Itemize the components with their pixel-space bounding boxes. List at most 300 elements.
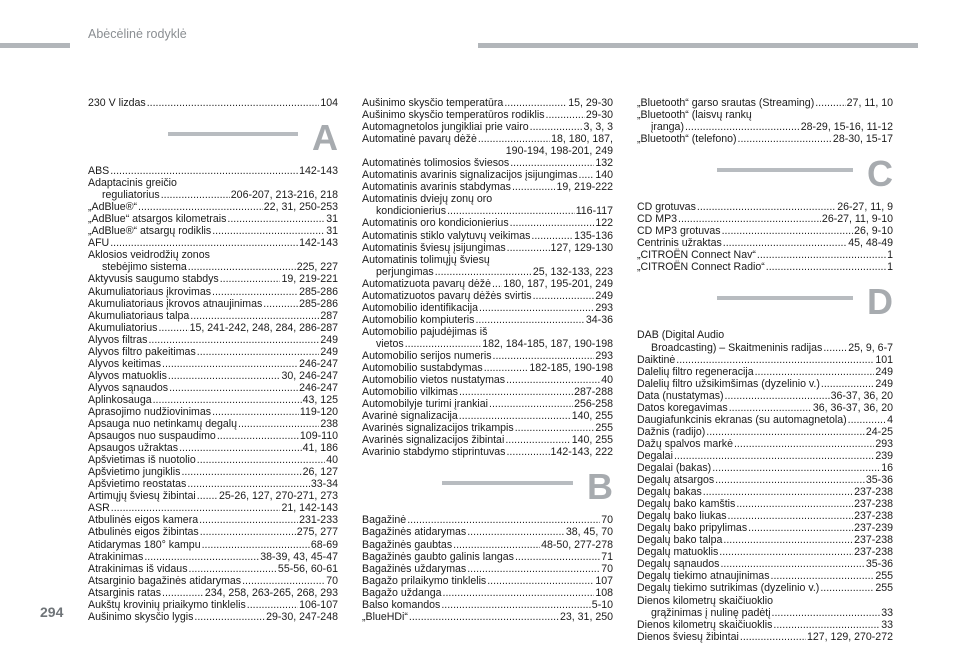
index-entry [362, 242, 613, 254]
index-term: CD MP3 [637, 213, 678, 226]
index-term: „AdBlue®“ atsargų rodiklis [88, 225, 212, 238]
index-term: Apsauga nuo netinkamų degalų [88, 418, 238, 431]
index-entry [88, 502, 338, 514]
index-term: Automobilio identifikacija [362, 301, 479, 314]
dot-leader [515, 551, 600, 563]
dot-leader [697, 201, 836, 213]
dot-leader [487, 575, 594, 587]
index-term: Automatinės tolimosios šviesos [362, 157, 510, 170]
index-term: Automatinis tolimųjų šviesų [362, 253, 490, 266]
page-reference: 31 [326, 225, 338, 238]
dot-leader [435, 266, 532, 278]
index-entry [362, 434, 613, 446]
dot-leader [719, 546, 853, 558]
dot-leader [197, 346, 320, 358]
dot-leader [820, 582, 874, 594]
index-term: Dažų spalvos markė [637, 437, 733, 450]
index-term: Apsaugos užraktas [88, 442, 179, 455]
section-letter: C [867, 153, 893, 195]
index-entry [637, 474, 893, 486]
dot-leader [703, 486, 853, 498]
index-term: Degalų atsargos [637, 474, 715, 487]
page-reference: 107 [595, 574, 613, 587]
index-term: Atsarginio bagažinės atidarymas [88, 574, 242, 587]
index-entry [88, 298, 338, 310]
dot-leader [674, 450, 874, 462]
page-reference: 71 [601, 550, 613, 563]
index-entry [88, 526, 338, 538]
index-term: įranga) [651, 121, 684, 134]
page-reference: 25-26, 127, 270-271, 273 [219, 490, 338, 503]
dot-leader [530, 121, 583, 133]
dot-leader [771, 570, 875, 582]
page-reference: 140, 255 [571, 434, 613, 447]
index-entry [362, 205, 613, 217]
dot-leader [189, 563, 277, 575]
index-term: Dienos šviesų žibintai [637, 630, 739, 643]
index-term: Alyvos sąnaudos [88, 381, 169, 394]
index-entry [362, 314, 613, 326]
index-entry [637, 546, 893, 558]
dot-leader [459, 410, 571, 422]
index-entry-heading [637, 595, 893, 607]
index-term: Degalai (bakas) [637, 461, 712, 474]
index-entry [637, 619, 893, 631]
index-term: Daugiafunkcinis ekranas (su automagnetola) [637, 413, 847, 426]
dot-leader [815, 97, 845, 109]
index-entry [88, 237, 338, 249]
index-entry [88, 382, 338, 394]
index-entry [362, 266, 613, 278]
index-entry-heading [88, 177, 338, 189]
page-reference: 40 [601, 374, 613, 387]
section-divider [717, 296, 853, 300]
index-entry [637, 498, 893, 510]
dot-leader [467, 526, 565, 538]
page-reference: 140 [595, 169, 613, 182]
dot-leader [505, 434, 570, 446]
index-term: reguliatorius [102, 189, 160, 202]
dot-leader [220, 273, 281, 285]
index-term: ASR [88, 502, 110, 515]
page-reference: 4 [887, 413, 893, 426]
page-reference: 45, 48-49 [848, 237, 893, 250]
index-entry [88, 406, 338, 418]
page-reference: 287-288 [574, 386, 613, 399]
page-reference: 249 [320, 333, 338, 346]
page-reference: 127, 129, 270-272 [806, 630, 893, 643]
page-reference: 249 [875, 365, 893, 378]
page-reference: 246-247 [299, 381, 338, 394]
dot-leader [706, 426, 865, 438]
dot-leader [405, 338, 482, 350]
index-entry [362, 526, 613, 538]
dot-leader [409, 611, 559, 623]
dot-leader [512, 181, 555, 193]
index-term: Degalų tiekimo atnaujinimas [637, 570, 770, 583]
index-entry-continuation: 190-194, 198-201, 249 [505, 145, 613, 158]
page-reference: 41, 186 [302, 442, 338, 455]
index-term: 230 V lizdas [88, 97, 146, 109]
index-term: Alyvos filtro pakeitimas [88, 345, 196, 358]
index-term: Aušinimo skysčio lygis [88, 610, 194, 623]
index-term: grąžinimas į nulinę padėtį [651, 606, 771, 619]
index-term: Automatinis avarinis stabdymas [362, 181, 511, 194]
index-entry [362, 551, 613, 563]
section-letter: A [312, 117, 338, 159]
dot-leader [153, 394, 302, 406]
index-term: Apšvietimas iš nuotolio [88, 454, 196, 467]
index-term: CD MP3 grotuvas [637, 225, 721, 238]
page-reference: 234, 258, 263-265, 268, 293 [204, 586, 338, 599]
index-term: Bagažinė [362, 514, 407, 527]
page-reference: 255 [875, 582, 893, 595]
index-term: „BlueHDi“ [362, 610, 408, 623]
page-reference: 36-37, 36, 20 [830, 389, 893, 402]
page-reference: 28-29, 15-16, 11-12 [800, 121, 893, 134]
section-divider [168, 132, 298, 136]
page-reference: 142-143 [299, 237, 338, 250]
index-term: Atsarginis ratas [88, 586, 162, 599]
dot-leader [138, 201, 263, 213]
dot-leader [441, 599, 590, 611]
section-divider [717, 168, 853, 172]
page-reference: 28-30, 15-17 [832, 133, 893, 146]
page-reference: 22, 31, 250-253 [263, 201, 338, 214]
page-reference: 29-30 [585, 109, 613, 122]
dot-leader [729, 402, 812, 414]
page-reference: 27, 11, 10 [846, 97, 893, 109]
page-reference: 285-286 [299, 297, 338, 310]
index-entry [362, 109, 613, 121]
dot-leader [546, 109, 585, 121]
index-entry [88, 611, 338, 623]
dot-leader [169, 382, 298, 394]
page-reference: 70 [601, 514, 613, 527]
dot-leader [484, 362, 529, 374]
index-entry [88, 563, 338, 575]
dot-leader [162, 587, 204, 599]
index-term: „AdBlue®“ [88, 201, 138, 214]
index-entry [637, 237, 893, 249]
index-term: Dalelių filtro užsikimšimas (dyzelinio v.) [637, 377, 820, 390]
section-letter: B [587, 466, 613, 508]
index-entry [637, 402, 893, 414]
index-term: Degalų tiekimo sutrikimas (dyzelinio v.) [637, 582, 820, 595]
index-entry [362, 386, 613, 398]
index-entry [88, 358, 338, 370]
index-term: vietos [376, 337, 404, 350]
index-entry [637, 97, 893, 109]
dot-leader [848, 414, 886, 426]
dot-leader [179, 442, 302, 454]
index-term: Dienos kilometrų skaičiuoklis [637, 618, 773, 631]
dot-leader [510, 157, 594, 169]
dot-leader [407, 514, 600, 526]
index-entry [637, 534, 893, 546]
index-entry [637, 486, 893, 498]
page-reference: 142-143, 222 [550, 446, 613, 459]
index-entry [362, 611, 613, 623]
page-reference: 33-34 [310, 478, 338, 491]
page-reference: 31 [326, 213, 338, 226]
index-entry [362, 133, 613, 145]
index-entry [88, 225, 338, 237]
index-term: Aušinimo skysčio temperatūros rodiklis [362, 109, 545, 122]
index-term: Atrakinimas iš vidaus [88, 562, 188, 575]
index-term: „Bluetooth“ garso srautas (Streaming) [637, 97, 815, 109]
dot-leader [467, 563, 600, 575]
page-reference: 33 [881, 618, 893, 631]
index-entry-heading [637, 109, 893, 121]
dot-leader [161, 189, 230, 201]
index-entry [88, 370, 338, 382]
dot-leader [773, 619, 880, 631]
index-term: Automobilio pajudėjimas iš [362, 325, 488, 338]
index-term: Atidarymas 180° kampu [88, 538, 201, 551]
index-entry-heading [362, 193, 613, 205]
dot-leader [242, 575, 325, 587]
index-entry [88, 286, 338, 298]
section-divider [442, 481, 573, 485]
page-reference: 135-136 [574, 229, 613, 242]
index-term: Daiktinė [637, 353, 676, 366]
page-reference: 26, 9-10 [854, 225, 893, 238]
dot-leader [712, 462, 880, 474]
page-reference: 293 [595, 349, 613, 362]
index-entry [362, 539, 613, 551]
index-entry [637, 201, 893, 213]
index-entry-heading [362, 254, 613, 266]
index-term: Aklosios veidrodžių zonos [88, 249, 210, 262]
index-entry-heading [88, 249, 338, 261]
section-heading-c [637, 155, 893, 195]
dot-leader [478, 133, 550, 145]
index-term: Automobilio vilkimas [362, 386, 458, 399]
index-column-3 [637, 97, 893, 643]
index-entry [637, 249, 893, 261]
index-entry [362, 338, 613, 350]
index-entry [88, 334, 338, 346]
page-reference: 119-120 [299, 405, 338, 418]
index-entry [362, 169, 613, 181]
page-reference: 16 [881, 461, 893, 474]
index-term: Dalelių filtro regeneracija [637, 365, 754, 378]
index-term: Apšvietimo jungiklis [88, 466, 181, 479]
dot-leader [162, 358, 298, 370]
dot-leader [493, 350, 595, 362]
index-term: Avarinė signalizacija [362, 410, 458, 423]
dot-leader [507, 242, 550, 254]
page-reference: 21, 142-143 [281, 502, 338, 515]
index-entry [637, 133, 893, 145]
index-entry [362, 350, 613, 362]
dot-leader [579, 169, 595, 181]
page-reference: 237-238 [854, 546, 893, 559]
index-term: Atbulinės eigos kamera [88, 514, 199, 527]
page-reference: 122 [595, 217, 613, 230]
page-reference: 26-27, 11, 9 [837, 201, 893, 214]
index-term: DAB (Digital Audio [637, 329, 725, 342]
index-term: Alyvos filtras [88, 333, 148, 346]
index-term: Degalų bakas [637, 486, 702, 499]
page-reference: 182-185, 190-198 [529, 362, 613, 375]
page-reference: 70 [601, 562, 613, 575]
page-reference: 40 [326, 454, 338, 467]
dot-leader [200, 526, 296, 538]
dot-leader [144, 551, 259, 563]
index-entry [637, 462, 893, 474]
index-term: Broadcasting) – Skaitmeninis radijas [651, 341, 823, 354]
page-reference: 182, 184-185, 187, 190-198 [482, 337, 613, 350]
index-entry [637, 378, 893, 390]
index-entry [362, 374, 613, 386]
index-entry [88, 587, 338, 599]
index-entry [88, 201, 338, 213]
page-reference: 15, 241-242, 248, 284, 286-287 [189, 321, 338, 334]
page-header-title: Abėcėlinė rodyklė [88, 27, 187, 41]
dot-leader [715, 474, 865, 486]
dot-leader [110, 237, 298, 249]
dot-leader [475, 314, 584, 326]
index-entry [88, 599, 338, 611]
dot-leader [766, 261, 886, 273]
index-entry [88, 430, 338, 442]
header-rule-right [478, 43, 918, 48]
index-term: Automatinė pavarų dėžė [362, 133, 477, 146]
index-entry [88, 490, 338, 502]
index-entry [362, 230, 613, 242]
index-entry [362, 575, 613, 587]
index-entry [362, 290, 613, 302]
page-reference: 36, 36-37, 36, 20 [812, 401, 893, 414]
index-term: Automatinis avarinis signalizacijos įsijungimas [362, 169, 578, 182]
index-entry [88, 418, 338, 430]
index-entry [88, 442, 338, 454]
page-reference: 24-25 [865, 425, 893, 438]
dot-leader [738, 133, 832, 145]
index-term: Degalų bako talpa [637, 534, 723, 547]
page-reference: 35-36 [865, 558, 893, 571]
index-term: Apsaugos nuo suspaudimo [88, 430, 216, 443]
dot-leader [720, 558, 864, 570]
index-entry [637, 414, 893, 426]
page-reference: 140, 255 [571, 410, 613, 423]
dot-leader [187, 478, 310, 490]
index-term: Avarinės signalizacijos trikampis [362, 422, 514, 435]
page-reference: 238 [320, 418, 338, 431]
dot-leader [728, 510, 854, 522]
index-term: Automobilyje turimi įrankiai [362, 398, 488, 411]
index-term: Akumuliatoriaus įkrovimas [88, 285, 212, 298]
dot-leader [168, 370, 281, 382]
index-entry [88, 394, 338, 406]
dot-leader [723, 534, 853, 546]
index-entry [637, 450, 893, 462]
dot-leader [748, 522, 853, 534]
dot-leader [734, 438, 874, 450]
page-reference: 29-30, 247-248 [266, 610, 338, 623]
index-term: Dienos kilometrų skaičiuoklio [637, 594, 774, 607]
index-term: Degalų bako kamštis [637, 498, 736, 511]
index-term: Datos koregavimas [637, 401, 728, 414]
index-entry [362, 157, 613, 169]
dot-leader [212, 225, 325, 237]
dot-leader [740, 631, 806, 643]
dot-leader [227, 213, 325, 225]
page-reference: 70 [326, 574, 338, 587]
index-term: Automatinis stiklo valytuvų veikimas [362, 229, 531, 242]
header-rule-left [0, 43, 70, 48]
index-entry [88, 466, 338, 478]
index-entry [362, 410, 613, 422]
index-term: „CITROËN Connect Nav“ [637, 249, 756, 262]
index-term: Bagažo uždanga [362, 586, 442, 599]
dot-leader [263, 298, 298, 310]
index-entry [362, 587, 613, 599]
index-term: Aušinimo skysčio temperatūra [362, 97, 504, 109]
dot-leader [197, 490, 218, 502]
index-term: Balso komandos [362, 598, 441, 611]
dot-leader [755, 366, 875, 378]
index-entry [362, 446, 613, 458]
index-term: Degalų matuoklis [637, 546, 719, 559]
index-term: stebėjimo sistema [102, 261, 187, 274]
index-term: perjungimas [376, 265, 434, 278]
index-entry [637, 366, 893, 378]
page-reference: 38, 45, 70 [565, 526, 613, 539]
section-heading-d [637, 283, 893, 323]
index-term: Degalų bako pripylimas [637, 522, 748, 535]
page-reference: 255 [595, 422, 613, 435]
index-entry [637, 342, 893, 354]
index-term: „Bluetooth“ (laisvų rankų [637, 109, 752, 122]
index-entry [88, 478, 338, 490]
dot-leader [190, 310, 319, 322]
index-entry [88, 213, 338, 225]
index-entry [88, 539, 338, 551]
dot-leader [823, 342, 847, 354]
page-reference: 180, 187, 195-201, 249 [503, 277, 613, 290]
index-entry [362, 181, 613, 193]
index-term: Aktyvusis saugumo stabdys [88, 273, 219, 286]
page-reference: 256-258 [574, 398, 613, 411]
index-entry-heading [637, 329, 893, 341]
index-term: Bagažinės gaubto galinis langas [362, 550, 514, 563]
page-reference: 285-286 [299, 285, 338, 298]
page-reference: 1 [887, 249, 893, 262]
dot-leader [217, 430, 299, 442]
page-reference: 237-238 [854, 510, 893, 523]
index-term: kondicionierius [376, 205, 447, 218]
page-reference: 26, 127 [302, 466, 338, 479]
dot-leader [199, 514, 298, 526]
index-term: Artimųjų šviesų žibintai [88, 490, 196, 503]
dot-leader [110, 165, 298, 177]
dot-leader [212, 286, 298, 298]
index-entry [637, 582, 893, 594]
dot-leader [479, 302, 594, 314]
page-reference: 249 [320, 345, 338, 358]
page-reference: 101 [875, 353, 893, 366]
index-term: Bagažinės uždarymas [362, 562, 467, 575]
index-column-2 [362, 97, 613, 623]
index-entry [362, 121, 613, 133]
index-entry [88, 514, 338, 526]
page-reference: 255 [875, 570, 893, 583]
page-reference: 246-247 [299, 357, 338, 370]
dot-leader [447, 205, 575, 217]
